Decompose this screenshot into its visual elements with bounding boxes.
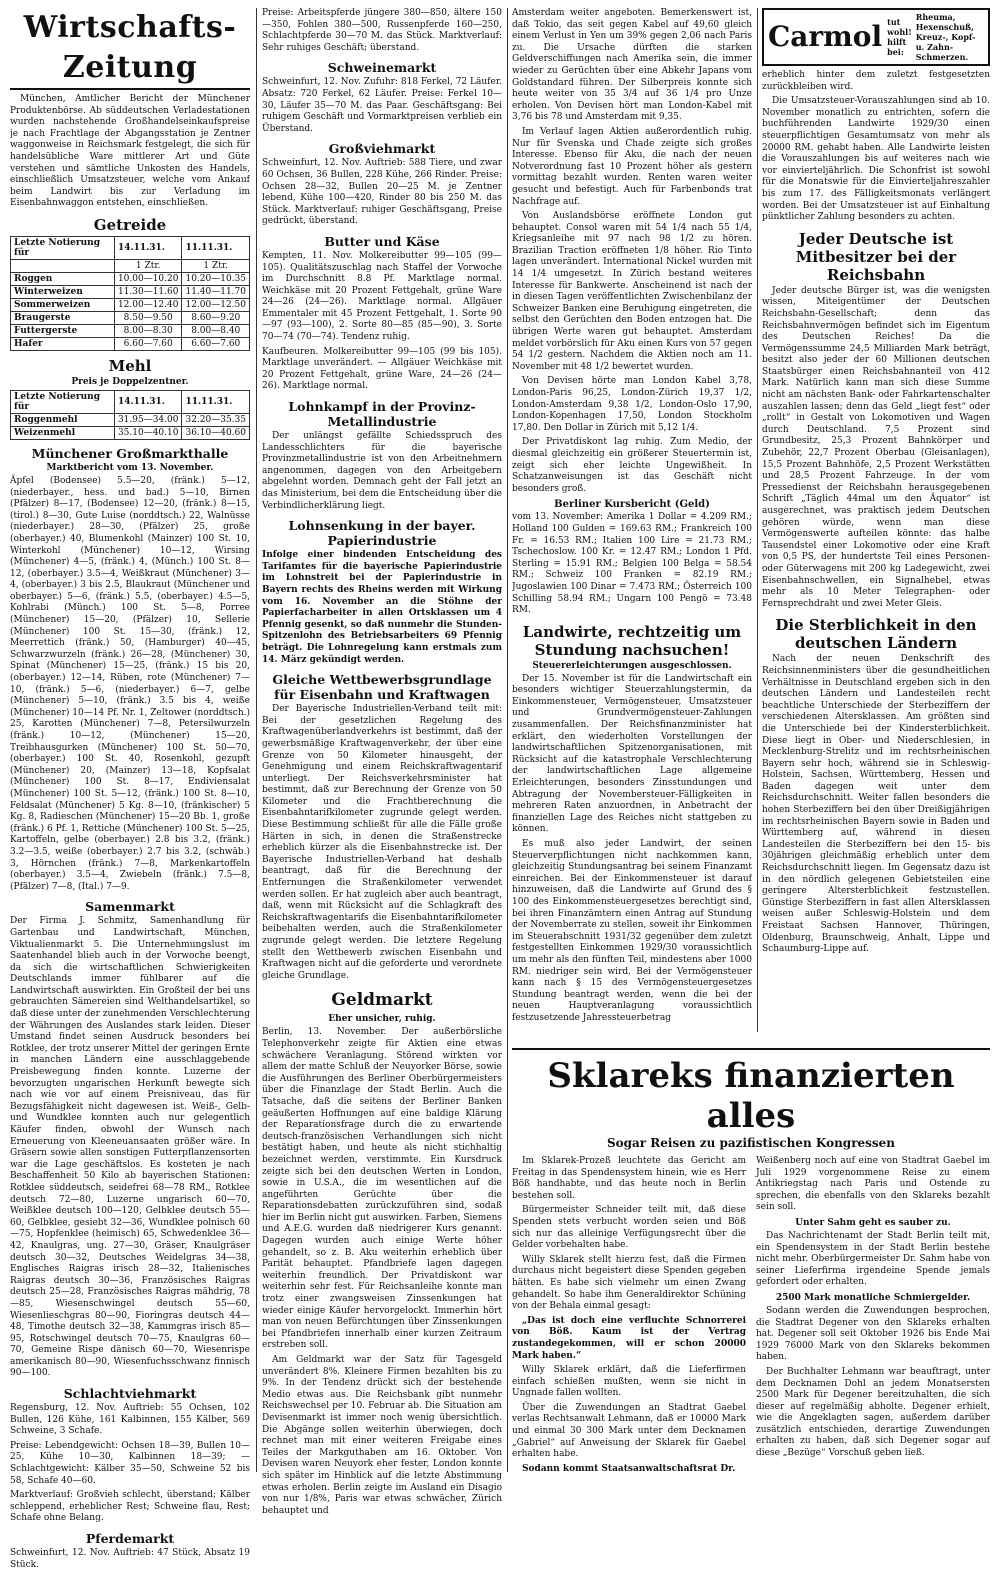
table-cell: 6.60—7.60 [114,337,182,350]
geldmarkt-continued-3: Von Auslandsbörse eröffnete London gut behauptet. Consol waren mit 54 1/4 nach 55 1/4, Kriegsanleihe mit 97 nach 98 1/2 zu hören. Brazilian Traction eröffneten 1/8 höher. Rio Tinto lagen unverändert. International Nickel wurden mit 14 1/4 umgesetzt. In Zürich bestand weiteres Interesse für Bankwerte. Anscheinend ist nach der in diesen Tagen veröffentlichten Zwischenbilanz der Schweizer Banken eine Beruhigung eingetreten, die selbst den Gerüchten den Boden entzogen hat. Die übrigen Werte waren gut behauptet. Amsterdam meldet vorbörslich für Aku einen Kurs von 57 gegen 54 1/2 gestern. Nachdem die Aktien noch am 11. November mit 48 1/2 bewertet wurden. [512,211,752,372]
carmol-brand: Carmol [768,20,883,53]
table-header-cell: Letzte Notierung für [11,236,115,259]
landwirte-text-2: Es muß also jeder Landwirt, der seinen Steuerverpflichtungen nicht nachkommen kann, gleichzeitig Stundungsantrag bei seinem Finanzamt einreichen. Bei der Einkommensteuer ist darauf hinzuweisen, daß die Landwirte auf Grund des § 100 des Einkommensteuergesetzes berechtigt sind, bei ihren Finanzämtern einen Antrag auf Stundung der Novemberrate zu stellen, soweit ihr Einkommen im Steuerabschnitt 1931/32 gegenüber dem zuletzt festgestellten Einkommen 1929/30 voraussichtlich um mehr als den fünften Teil, mindestens aber 1000 RM. niedriger sein wird. Bei der Vermögensteuer kann nach § 15 des Vermögensteuergesetzes Stundung beantragt werden, wenn die bei der neuen Hauptveranlagung voraussichtlich festzusetzende Jahressteuerbetrag [512,839,752,1023]
landwirte-heading: Landwirte, rechtzeitig um Stundung nachsuchen! [522,622,742,659]
grossmarkt-text: Äpfel (Bodensee) 5.5—20, (fränk.) 5—12, (niederbayer., hess. und bad.) 5—10, Birnen (Pfälzer) 8—17, (Bodensee) 12—20, (fränk.) 8—15, (tirol.) 8—30, Gute Luise (norddtsch.) 22, Walnüsse (niederbayer.) 28—30, (Pfälzer) 25, große (oberbayer.) 40, Blumenkohl (Mainzer) 100 St. 10, Winterkohl (Münchener) 10—12, Wirsing (Münchener) 4—5, (fränk.) 4, (Münch.) 100 St. 8—12, (oberbayer.) 3.5—4, Weißkraut (Münchener) 3—4, (oberbayer.) 3 bis 2.5, Blaukraut (Münchener und oberbayer.) 5—6, (fränk.) 5.5, (oberbayer.) 4.5—5, Kohlrabi (Münch.) 100 St. 5—8, Porree (Münchener) 15—20, (Pfälzer) 10, Sellerie (Münchener) 100 St. 15—30, (fränk.) 12, Meerrettich (fränk.) 50, (Hamburger) 40—45, Schwarzwurzeln (fränk.) 26—28, (Münchener) 30, Spinat (Münchener) 15—25, (fränk.) 15 bis 20, (oberbayer.) 12—14, Rüben, rote (Münchener) 7—10, (fränk.) 5—6, (niederbayer.) 6—7, gelbe (Münchener) 5—10, (fränk.) 3.5 bis 4, weiße (Münchener) 10—14 Pf. Nr. 1, Zeltower (norddtsch.) 25, Karotten (Münchener) 7—8, Petersilwurzeln (fränk.) 10—12, (Münchener) 15—20, Treibhausgurken (Münchener) 100 St. 50—70, (oberbayer.) 100 St. 40, Rosenkohl, gezupft (Münchener) 20, (Mainzer) 13—18, Kopfsalat (Münchener) 100 St. 8—17, Endiviensalat (Münchener) 100 St. 5—12, (fränk.) 100 St. 8—10, Feldsalat (Münchener) 5 Kg. 8—10, (fränkischer) 5 Kg. 8, Radieschen (Münchener) 15—20 Bb. 1, große (fränk.) 6 Pf. 1, Rettiche (Münchener) 100 St. 5—25, Kartoffeln, gelbe (oberbayer.) 2.8 bis 3.2, (fränk.) 3.2—3.5, weiße (oberbayer.) 2.7 bis 3.2, (schwäb.) 3, Hörnchen (fränk.) 7—8, Markenkartoffeln (oberbayer.) 3.5—4, Zwiebeln (fränk.) 7.5—8, (Pfälzer) 7—8, (Ital.) 7—9. [10,475,250,892]
geldmarkt-text-2: Am Geldmarkt war der Satz für Tagesgeld unverändert 8%. Kleinere Firmen bezahlten bis zu 9%. In der Tendenz drückt sich der bestehende Medio etwas aus. Die Reichsbank gibt nunmehr Reichswechsel per 10. Februar ab. Die Situation am Devisenmarkt ist immer noch wenig übersichtlich. Die Abgänge sollen weiterhin überwiegen, doch rechnet man mit einer weiteren Freigabe eines Teiles der Markguthaben am 16. Oktober. Von Devisen waren Neuyork eher fester, London konnte sich später im Hinblick auf die letzte Abstimmung etwas erholen. Berlin zeigte im Ausland ein Disagio von nur 1/8%, Paris war etwas schwächer, Zürich behauptet und [262,1355,502,1516]
table-cell: 12.00—12.50 [182,298,250,311]
schlacht-text-3: Marktverlauf: Großvieh schlecht, überstand; Kälber schleppend, erheblicher Rest; Schweine flau, Rest; Schafe ohne Belang. [10,1490,250,1524]
table-cell: 31.95—34.00 [114,413,182,426]
sklarek-text: Bürgermeister Schneider teilt mit, daß diese Spenden stets verbucht worden seien und Böß sich nur das alleinige Verfügungsrecht über die Gelder vorbehalten habe. [512,1205,746,1251]
table-cell: Hafer [11,337,115,350]
mehl-heading: Mehl [108,356,152,375]
sklarek-right-column [756,1156,990,1478]
table-cell: 8.50—9.50 [114,311,182,324]
butter-heading: Butter und Käse [324,233,440,249]
table-cell: 10.00—10.20 [114,272,182,285]
geldmarkt-heading: Geldmarkt [331,990,433,1011]
column-rule [256,8,257,1472]
table-cell: Roggen [11,272,115,285]
butter-text: Kempten, 11. Nov. Molkereibutter 99—105 (99—105). Qualitätszuschlag nach Staffel der Vorwoche im Durchschnitt 8.8 Pf. Marktlage normal. Weichkäse mit 20 Prozent Fettgehalt, grüne Ware 24—26 (24—26). Marktlage normal. Allgäuer Emmentaler mit 45 Prozent Fettgehalt, 1. Sorte 90—97 (93—100), 2. Sorte 80—85 (85—90), 3. Sorte 70—74 (70—74). Tendenz ruhig. [262,250,502,343]
geldmarkt-subheading: Eher unsicher, ruhig. [328,1014,436,1025]
pferde-heading: Pferdemarkt [85,1531,175,1546]
table-cell: Braugerste [11,311,115,324]
sklarek-text: Im Sklarek-Prozeß leuchtete das Gericht am Freitag in das Spendensystem hinein, wie es Herr Böß handhabte, und das heute noch in Berlin bestehen soll. [512,1156,746,1201]
grossmarkt-heading: Münchener Großmarkthalle [31,445,229,461]
sklarek-subheadline: Sogar Reisen zu pazifistischen Kongressen [606,1136,896,1150]
geldmarkt-continued-4: Von Devisen hörte man London Kabel 3,78, London-Paris 96,25, London-Zürich 19,37 1/2, London-Amsterdam 9,38 1/2, London-Oslo 17,90, London-Kopenhagen 17,50, London Stockholm 17,80. Den Dollar in Zürich mit 5,12 1/4. [512,376,752,433]
table-header-cell: 11.11.31. [182,236,250,259]
grossvieh-heading: Großviehmarkt [328,141,436,157]
column-3 [512,8,752,1038]
table-unit-row [11,259,250,272]
sklarek-text: Das Nachrichtenamt der Stadt Berlin teilt mit, ein Spendensystem in der Stadt Berlin bestehe nicht mehr. Oberbürgermeister Dr. Sahm habe von seiner Lieferfirma irgendeine Spende jemals gefordert oder erhalten. [756,1230,990,1288]
sklarek-text: Sodann kommt Staatsanwaltschaftsrat Dr. [522,1463,736,1474]
schlacht-text-2: Preise: Lebendgewicht: Ochsen 18—39, Bullen 10—25, Kühe 10—30, Kalbinnen 18—39; — Schlachtgewicht: Kälber 35—50, Schweine 52 bis 58, Schafe 40—60. [10,1440,250,1486]
table-row [11,324,250,337]
table-row [11,337,250,350]
sklarek-left-column [512,1156,746,1478]
landwirte-text: Der 15. November ist für die Landwirtschaft ein besonders wichtiger Steuerzahlungstermin, da Einkommensteuer, Vermögensteuer, Umsatzsteuer und Grundvermögensteuer-Zahlungen zusammenfallen. Der Reichsfinanzminister hat erklärt, den wiederholten Vorstellungen der landwirtschaftlichen Spitzenorganisationen, mit Rücksicht auf die katastrophale Verschlechterung der landwirtschaftlichen Lage allgemeine Erleichterungen, besonders Zinsstundungen und Abtragung der Novembersteuer-Fälligkeiten in mehreren Raten anzuordnen, in Anbetracht der finanziellen Lage des Reiches nicht stattgeben zu können. [512,673,752,835]
sterblichkeit-text: Nach der neuen Denkschrift des Reichsinnenministers über die gesundheitlichen Verhältnisse in Deutschland ergeben sich in den deutschen Ländern und Landesteilen recht beachtliche Unterschiede der Sterbeziffern der verschiedenen Altersklassen. Am größten sind die Unterschiede bei der Kindersterblichkeit. Diese liegt in Ober- und Niederschlesien, in Mecklenburg-Strelitz und im rechtsrheinischen Bayern sehr hoch, während sie in Schleswig-Holstein, Sachsen, Württemberg, Hessen und Baden dagegen weit unter dem Reichsdurchschnitt. Weiter fallen besonders die hohen Sterbeziffern bei den über Dreißigjährigen im rechtsrheinischen Bayern sowie in Baden und Württemberg auf, während in diesen Landesteilen die Sterbeziffern bei den 15- bis 30jährigen gleichmäßig erheblich unter dem Reichsdurchschnitt liegen. Im Gegensatz dazu ist in den nördlich gelegenen Gebietsteilen eine geringere Altersterblichkeit festzustellen. Günstige Sterbeziffern in fast allen Altersklassen weisen außer Schleswig-Holstein und dem Freistaat Sachsen Hannover, Thüringen, Oldenburg, Braunschweig, Anhalt, Lippe und Schaumburg-Lippe auf. [762,654,990,955]
sklarek-text: Der Buchhalter Lehmann war beauftragt, unter dem Decknamen Dohl an jedem Monatsersten 2500 Mark für Degener bereitzuhalten, die sich dieser auf regelmäßig abholte. Degener erhielt, wie die Angeklagten sagen, außerdem darüber zusätzlich entschieden, derartige Zuwendungen erhalten zu haben, daß sich Degener sogar auf diese „Bezüge“ Vorschuß geben ließ. [756,1366,990,1459]
carmol-tagline: tut wohl! hilft bei: [887,17,912,57]
getreide-heading: Getreide [93,215,167,234]
sterblichkeit-heading: Die Sterblichkeit in den deutschen Ländern [775,616,977,653]
column-4 [762,8,990,1038]
table-cell: Sommerweizen [11,298,115,311]
papier-heading: Lohnsenkung in der bayer. Papierindustrie [288,518,476,549]
lohnkampf-heading: Lohnkampf in der Provinz-Metallindustrie [288,399,476,430]
table-row [11,285,250,298]
mehl-subheading: Preis je Doppelzentner. [71,376,189,387]
landwirte-subheading: Steuererleichterungen ausgeschlossen. [532,660,732,671]
table-row [11,413,250,426]
table-row [11,298,250,311]
landwirte-continued-2: Die Umsatzsteuer-Vorauszahlungen sind ab 10. November monatlich zu entrichten, sofern die buchführenden Landwirte 1929/30 einen steuerpflichtigen Gesamtumsatz von mehr als 20000 RM. gehabt haben. Alle Landwirte leisten die Vorauszahlungen bis auf weiteres nach wie vor einvierteljährlich. Die Schonfrist ist sowohl für die Monatswie für die Einvierteljahreszahler bis zum 17. des Fälligkeitsmonats verlängert worden. Bei der Umsatzsteuer ist auf Einhaltung pünktlicher Zahlung besonders zu achten. [762,96,990,223]
sklarek-article [512,1048,990,1478]
table-cell: 32.20—35.35 [182,413,250,426]
table-cell: 1 Ztr. [114,259,182,272]
table-cell: 1 Ztr. [182,259,250,272]
table-header-cell: 14.11.31. [114,236,182,259]
table-cell: 6.60—7.60 [182,337,250,350]
column-rule [507,8,508,1472]
sklarek-text: Über die Zuwendungen an Stadtrat Gaebel verlas Rechtsanwalt Lehmann, daß er 10000 Mark und einmal 30 300 Mark unter dem Decknamen „Gabriel“ auf Anweisung der Sklarek für Gaebel erhalten habe. [512,1402,746,1460]
schwein-heading: Schweinemarkt [327,60,437,76]
table-cell: 8.60—9.20 [182,311,250,324]
geldmarkt-text: Berlin, 13. November. Der außerbörsliche Telephonverkehr zeigte für Aktien eine etwas schwächere Veranlagung. Störend wirkten vor allem der matte Schluß der Neuyorker Börse, sowie die Ausführungen des Berliner Oberbürgermeisters über die Finanzlage der Stadt Berlin. Auch die Tatsache, daß die seitens der Berliner Banken geäußerten Hoffnungen auf eine baldige Klärung der Reparationsfrage durch die zu erwartende deutsch-französischen Verhandlungen sich nicht bestätigt haben, und heute als nicht stichhaltig bezeichnet werden, verstimmte. Ein Kursdruck zeigte sich bei den deutschen Werten in London, sowie in U.S.A., die im wesentlichen auf die angeführten Gerüchte über die Reparationsdebatten zurückzuführen sind, sodaß hier im Berlin nicht gut auswirken. Farben, Siemens und A.E.G. wurden daß niedrigerer Kurs genannt. Dagegen wurden auch einige Werte höher gehandelt, so z. B. Aku weiterhin erheblich über Parität behauptet. Pfandbriefe lagen dagegen weiterhin freundlich. Der Privatdiskont war weiterhin sehr fest. Für Reichsanleihe konnte man trotz einer zwangsweisen Zinssenkungen hat wieder einige Käufer hervorgelockt. Immerhin hört man von neuen Befürchtungen über Zinssenkungen bei Pfandbriefen innerhalb einer kurzen Zeitraum erstreben soll. [262,1027,502,1351]
table-row [11,426,250,439]
article-divider [512,1048,990,1050]
table-header-cell: 11.11.31. [182,390,250,413]
table-cell: Winterweizen [11,285,115,298]
sklarek-subhead: 2500 Mark monatliche Schmiergelder. [775,1292,971,1303]
grossmarkt-subheading: Marktbericht vom 13. November. [46,462,214,473]
landwirte-continued: erheblich hinter dem zuletzt festgesetzten zurückbleiben wird. [762,70,990,92]
schlacht-heading: Schlachtviehmarkt [63,1386,197,1402]
schwein-text: Schweinfurt, 12. Nov. Zufuhr: 818 Ferkel, 72 Läufer. Absatz: 720 Ferkel, 62 Läufer. Preise: Ferkel 10—30, Läufer 35—70 M. das Paar. Geschäftsgang: Bei ruhigem Geschäft und Vormarktpreisen verblieb ein Überstand. [262,77,502,134]
kursbericht-text: vom 13. November: Amerika 1 Dollar = 4.209 RM.; Holland 100 Gulden = 169.63 RM.; Frankreich 100 Fr. = 16.53 RM.; Italien 100 Lire = 21.73 RM.; Tschechoslow. 100 Kr. = 12.47 RM.; London 1 Pfd. Sterling = 15.91 RM.; Belgien 100 Belga = 58.54 RM.; Schweiz 100 Franken = 82.19 RM.; Jugoslawien 100 Dinar = 7.473 RM.; Österreich 100 Schilling 58.94 RM.; Ungarn 100 Pengö = 73.48 RM. [512,512,752,616]
papier-text: Infolge einer bindenden Entscheidung des Tarifamtes für die bayerische Papierindustrie im Lohnstreit bei der Papierindustrie in Bayern rechts des Rheins werden mit Wirkung vom 16. November an die Stöhne der Papierfacharbeiter in allen Ortsklassen um 4 Pfennig gesenkt, so daß nunmehr die Stunden-Spitzenlohn des Betriebsarbeiters 69 Pfennig beträgt. Die Lohnregelung kann erstmals zum 14. März gekündigt werden. [262,550,502,665]
table-cell: 10.20—10.35 [182,272,250,285]
sklarek-text: Willy Sklarek erklärt, daß die Lieferfirmen einfach schießen mußten, wenn sie nicht in Ungnade fallen wollten. [512,1365,746,1399]
geldmarkt-continued: Amsterdam weiter angeboten. Bemerkenswert ist, daß Tokio, das seit gegen Kabel auf 49,60 gleich einem Verlust in Yen um 39% gegen 2,06 nach Paris zu. Die Ursache dürften die starken Geldverschiffungen nach Amerika sein, die immer wieder zu Gerüchten über eine Abkehr Japans vom Goldstandard führen. Der Silberpreis konnte sich heute weiter von 35 3/4 auf 36 1/4 pro Unze erholen. Von Devisen hört man London-Kabel mit 3,76 bis 78 und Amsterdam mit 9,35. [512,8,752,123]
grossvieh-text: Schweinfurt, 12. Nov. Auftrieb: 588 Tiere, und zwar 60 Ochsen, 36 Bullen, 228 Kühe, 266 Rinder. Preise: Ochsen 28—32, Bullen 20—25 M. je Zentner lebend, Kühe 100—420, Rinder 80 bis 250 M. das Stück. Marktverlauf: ruhiger Geschäftsgang, Preise gedrückt, überstand. [262,158,502,227]
table-cell: Weizenmehl [11,426,115,439]
table-header-row [11,390,250,413]
table-header-cell: Letzte Notierung für [11,390,115,413]
sklarek-text: Weißenberg noch auf eine von Stadtrat Gaebel im Juli 1929 vorgenommene Reise zu einem Antikriegstag nach Paris und Ostende zu sprechen, die ebenfalls von den Sklareks bezahlt sein soll. [756,1156,990,1213]
newspaper-page [10,8,990,1570]
butter-text-2: Kaufbeuren. Molkereibutter 99—105 (99 bis 105). Marktlage unverändert. — Allgäuer Weichkäse mit 20 Prozent Fettgehalt, grüne Ware, 24—26 (24—26). Marktlage normal. [262,346,502,392]
reichsbahn-heading: Jeder Deutsche ist Mitbesitzer bei der Reichsbahn [795,229,957,284]
samen-heading: Samenmarkt [85,899,175,915]
schlacht-text: Regensburg, 12. Nov. Auftrieb: 55 Ochsen, 102 Bullen, 126 Kühe, 161 Kalbinnen, 155 Kälber, 569 Schweine, 3 Schafe. [10,1403,250,1437]
geldmarkt-continued-2: Im Verlauf lagen Aktien außerordentlich ruhig. Nur für Svenska und Chade zeigte sich großes Interesse. Ebenso für Aku, die nach der neuen Notverordnung fast 10 Prozent höher als gestern vormittag bezahlt wurden. Renten waren weiter gesucht und befestigt. Auch für Farbenbonds trat Nachfrage auf. [512,126,752,207]
table-cell: 35.10—40.10 [114,426,182,439]
kursbericht-heading: Berliner Kursbericht (Geld) [554,499,710,511]
table-cell: 11.30—11.60 [114,285,182,298]
table-header-row [11,236,250,259]
table-cell: 12.00—12.40 [114,298,182,311]
table-cell: 11.40—11.70 [182,285,250,298]
sklarek-quote: „Das ist doch eine verfluchte Schnorrerei von Böß. Kaum ist der Vertrag zustandegekommen, will er schon 20000 Mark haben.“ [512,1315,746,1361]
table-cell: Roggenmehl [11,413,115,426]
table-header-cell: 14.11.31. [114,390,182,413]
sklarek-headline: Sklareks finanzierten alles [547,1056,955,1136]
samen-text: Der Firma J. Schmitz, Samenhandlung für Gartenbau und Landwirtschaft, München, Viktualienmarkt 5. Die Unternehmungslust im Saatenhandel blieb auch in der Vorwoche beengt, da sich die wirtschaftlichen Schwierigkeiten Deutschlands immer fühlbarer auf die Landwirtschaft auswirkten. Ein Großteil der bei uns gebrauchten Sämereien sind Welthandelsartikel, so daß diese unter der zunehmenden Verschlechterung der Währungen des Auslandes stark leiden. Dieser Umstand findet seinen Ausdruck besonders bei Rotklee, der trotz unserer Mittel der geringen Ernte in manchen Ländern eine ausschlaggebende Preisbewegung finden konnte. Luzerne der bevorzugten ungarischen Herkunft bewegte sich nach wie vor auf einem Preisniveau, das für Bezugsfähigkeit nicht dagewesen ist. Weiß-, Gelb- und Wundklee konnten auch nur gelegentlich Käufer finden, obwohl der Wunsch nach Erneuerung von Kleeneuansaaten größer wäre. In Gräsern sowie allen sonstigen Futterpflanzensorten war die Lage geschäftslos. Es kosteten je nach Beschaffenheit 50 Kilo ab bayerischen Stationen: Rotklee süddeutsch, seidefrei 68—78 RM., Rotklee deutsch 72—80, Luzerne ungarisch 60—70, Weißklee deutsch 100—120, Gelbklee deutsch 55—60, Gelbklee, gesiebt 32—36, Wundklee polnisch 60—75, Hopfenklee (heimisch) 65, Schwedenklee 36—42, Knaulgras, ung. 27—30, Gräser, Knaulgräser deutsch 30—32, Deutsches Weidelgras 34—38, Englisches Raigras irisch 28—32, Italienisches Raigras deutsch 30—36, Französisches Raigras deutsch 25—28, Französisches Raigras mähdrig, 78—85, Wiesenschwingel deutsch 55—60, Wiesenlieschgras 80—90, Fioringras deutsch 44—48, Timothe deutsch 32—38, Kammgras irisch 85—95, Rotschwingel deutsch 70—75, Knaulgras 60—70, Gemeine Rispe dänisch 60—70, Wiesenrispe amerikanisch 80—90, Wiesenfuchsschwanz finnisch 90—100. [10,916,250,1379]
column-2 [262,8,502,1520]
sklarek-subhead: Unter Sahm geht es sauber zu. [795,1217,951,1228]
table-cell: 36.10—40.60 [182,426,250,439]
sklarek-text: Willy Sklarek stellt hierzu fest, daß die Firmen durchaus nicht begeistert diese Spenden gegeben hätten. Es habe sich vielmehr um einen Zwang gehandelt. So habe ihm Generaldirektor Schüning von der Behala einmal gesagt: [512,1254,746,1312]
carmol-indications: Rheuma, Hexenschuß, Kreuz-, Kopf- u. Zahn-Schmerzen. [915,12,976,62]
reichsbahn-text: Jeder deutsche Bürger ist, was die wenigsten wissen, Miteigentümer der Deutschen Reichsbahn-Gesellschaft; denn das Reichsbahnvermögen befindet sich im Eigentum des Deutschen Reiches! Da die Vermögenssumme 24,5 Milliarden Mark beträgt, besitzt also jeder der 60 Millionen deutschen Staatsbürger einen Reichsbahnanteil von 412 Mark. Natürlich kann man sich diese Summe nicht am nächsten Bank- oder Fahrkartenschalter auszahlen lassen; denn das Geld „liegt fest“ oder „rollt“ in Gestalt von Lokomotiven und Wagen durch Deutschland. 7,5 Prozent sind Grundbesitz, 25,3 Prozent Bahnkörper und Zubehör, 22,7 Prozent Oberbau (Gleisanlagen), 15,5 Prozent Bahnhöfe, 2,5 Prozent Werkstätten und 28,5 Prozent Fahrzeuge. In der vom Pressedienst der Reichsbahn herausgegebenen Schrift „Täglich 44mal um den Äquator“ ist ausgerechnet, was praktisch jedem Deutschen gehören würde, wenn man diese Vermögenswerte aufteilen könnte: das halbe Tausendstel einer Lokomotive oder eine Kraft von 0,5 PS, der hundertste Teil eines Personen- oder Güterwagens mit 200 kg Ladegewicht, zwei Eisenbahnschwellen, ein Signalhebel, etwas mehr als 10 Meter Telegraphen- oder Fernsprechdraht und zwei Meter Gleis. [762,285,990,609]
sklarek-text: Sodann werden die Zuwendungen besprochen, die Stadtrat Degener von den Sklareks erhalten hat. Degener soll seit Oktober 1926 bis Ende Mai 1929 76000 Mark von den Sklareks bekommen haben. [756,1305,990,1363]
column-rule [757,8,758,1032]
sklarek-columns [512,1156,990,1478]
table-cell [11,259,115,272]
masthead: Wirtschafts-Zeitung [10,8,250,90]
table-row [11,272,250,285]
wettbewerb-text: Der Bayerische Industriellen-Verband teilt mit: Bei der gesetzlichen Regelung des Kraftwagenüberlandverkehrs ist bestimmt, daß der gewerbsmäßige Kraftwagenverkehr, der über eine Grenze von 50 Kilometer hinausgeht, der Genehmigung und einem Reichskraftwagentarif unterliegt. Der Reichsverkehrsminister hat bestimmt, daß zur Berechnung der Grenze von 50 Kilometer und die Frachtberechnung die Eisenbahntarifkilometer zugrunde gelegt werden. Diese Bestimmung schließt für alle die Fälle große Härten in sich, in denen die Straßenstrecke erheblich kürzer als die Eisenbahnstrecke ist. Der Bayerische Industriellen-Verband hat deshalb beantragt, daß für die Berechnung der Entfernungen die Straßenkilometer verwendet werden sollen. Er hat zugleich aber auch beantragt, daß, wenn mit Rücksicht auf die Schlagkraft des Reichskraftwagentarifs die Eisenbahntarifkilometer beibehalten werden, auch die Straßenkilometer zugrunde gelegt werden. Die letztere Regelung stellt den Wettbewerb zwischen Eisenbahn und Kraftwagen nicht auf die geforderte und verordnete gleiche Grundlage. [262,704,502,981]
wettbewerb-heading: Gleiche Wettbewerbsgrundlage für Eisenbahn und Kraftwagen [272,672,492,703]
table-row [11,311,250,324]
table-cell: 8.00—8.30 [114,324,182,337]
column-1 [10,8,250,1574]
intro-paragraph: München, Amtlicher Bericht der Münchener Produktenbörse. Ab süddeutschen Verladestationen wurden nachstehende Großhandelseinkaufspreise je nach Frachtlage der Abgangsstation je Zentner waggonweise in Reichsmark festgelegt, die sich für handelsübliche Ware mittlerer Art und Güte verstehen und sämtliche Unkosten des Handels, einschließlich Umsatzsteuer, welche vom Ankauf beim Landwirt bis zur Verladung im Eisenbahnwaggon entstehen, einschließen. [10,94,250,209]
getreide-table [10,236,250,351]
geldmarkt-continued-5: Der Privatdiskont lag ruhig. Zum Medio, der diesmal gleichzeitig ein größerer Steuertermin ist, zeigt sich eher leichte Ungewißheit. In Schatzanweisungen ist das Geschäft nicht besonders groß. [512,437,752,494]
table-cell: 8.00—8.40 [182,324,250,337]
table-cell: Futtergerste [11,324,115,337]
lohnkampf-text: Der unlängst gefällte Schiedsspruch des Landesschlichters für die bayerische Provinzmetallindustrie ist von den Arbeitnehmern angenommen, dagegen von den Arbeitgebern abgelehnt worden. Demnach geht der Fall jetzt an das Ministerium, bei dem die Entscheidung über die Verbindlicherklärung liegt. [262,431,502,511]
pferde-text: Schweinfurt, 12. Nov. Auftrieb: 47 Stück, Absatz 19 Stück. [10,1548,250,1570]
mehl-table [10,390,250,440]
pferde-continued: Preise: Arbeitspferde jüngere 380—850, ältere 150—350, Fohlen 380—500, Russenpferde 160—250, Schlachtpferde 30—70 M. das Stück. Marktverlauf: Sehr ruhiges Geschäft; überstand. [262,8,502,53]
carmol-advertisement [762,8,990,66]
